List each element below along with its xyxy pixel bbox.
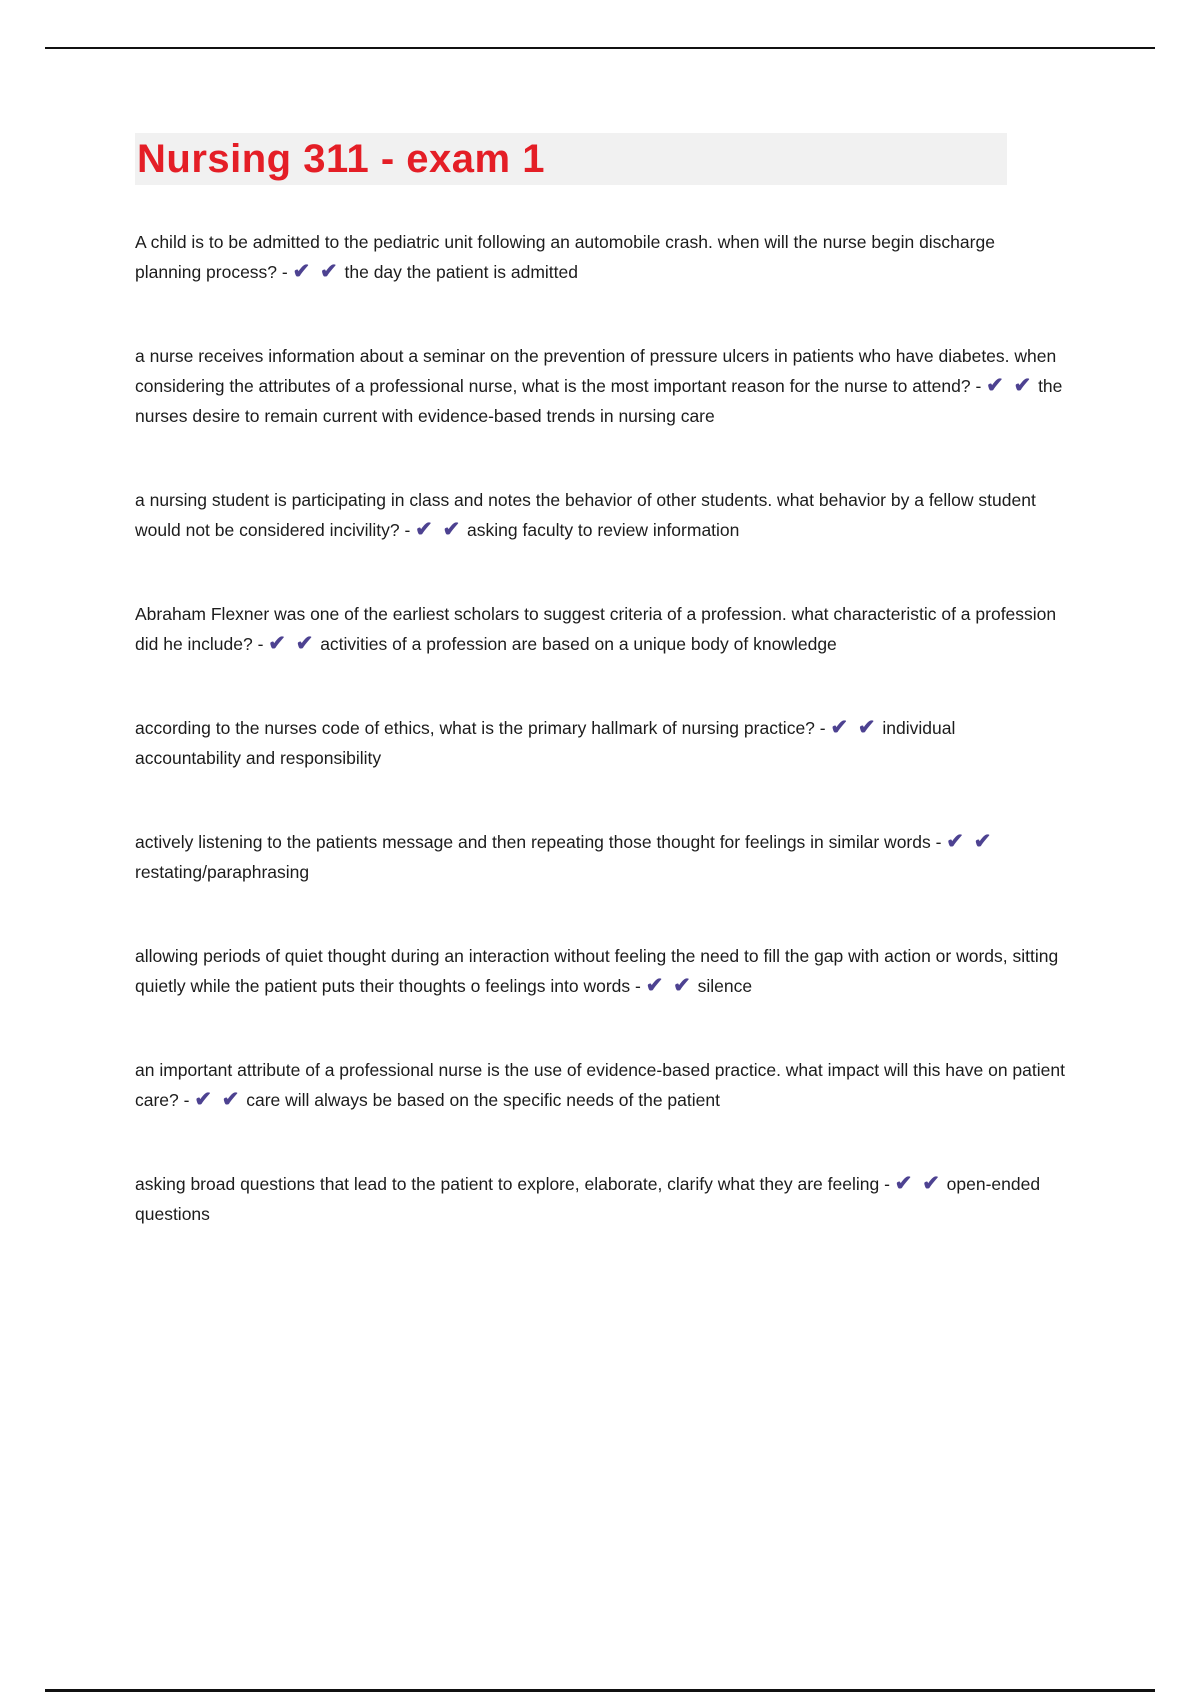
answer-text: asking faculty to review information xyxy=(462,520,740,540)
qa-item xyxy=(135,713,1065,773)
qa-item xyxy=(135,941,1065,1001)
double-checkmark-icon: ✔ ✔ xyxy=(830,716,878,739)
qa-item xyxy=(135,1055,1065,1115)
answer-text: individual accountability and responsibility xyxy=(135,718,956,768)
question-text: allowing periods of quiet thought during an interaction without feeling the need to fill the gap with action or words, sitting quietly while the patient puts their thoughts o feelings into words - xyxy=(135,946,1059,996)
double-checkmark-icon: ✔ ✔ xyxy=(946,830,994,853)
question-text: A child is to be admitted to the pediatric unit following an automobile crash. when will the nurse begin discharge planning process? - xyxy=(135,232,995,282)
qa-item xyxy=(135,227,1065,287)
question-text: a nursing student is participating in class and notes the behavior of other students. what behavior by a fellow student would not be considered incivility? - xyxy=(135,490,1036,540)
double-checkmark-icon: ✔ ✔ xyxy=(292,260,340,283)
qa-list xyxy=(135,227,1065,1229)
question-text: a nurse receives information about a seminar on the prevention of pressure ulcers in patients who have diabetes. when considering the attributes of a professional nurse, what is the most important reason for the nurse to attend? - xyxy=(135,346,1057,396)
question-text: according to the nurses code of ethics, what is the primary hallmark of nursing practice? - xyxy=(135,718,831,738)
double-checkmark-icon: ✔ ✔ xyxy=(986,374,1034,397)
double-checkmark-icon: ✔ ✔ xyxy=(894,1172,942,1195)
answer-text: care will always be based on the specific needs of the patient xyxy=(241,1090,720,1110)
question-text: an important attribute of a professional nurse is the use of evidence-based practice. what impact will this have on patient care? - xyxy=(135,1060,1065,1110)
question-text: Abraham Flexner was one of the earliest scholars to suggest criteria of a profession. what characteristic of a profession did he include? - xyxy=(135,604,1057,654)
qa-item xyxy=(135,341,1065,431)
bottom-rule xyxy=(45,1689,1155,1692)
double-checkmark-icon: ✔ ✔ xyxy=(645,974,693,997)
document-content xyxy=(135,49,1065,1283)
answer-text: open-ended questions xyxy=(135,1174,1041,1224)
answer-text: activities of a profession are based on a unique body of knowledge xyxy=(315,634,837,654)
answer-text: the day the patient is admitted xyxy=(339,262,578,282)
double-checkmark-icon: ✔ ✔ xyxy=(415,518,463,541)
qa-item xyxy=(135,485,1065,545)
question-text: asking broad questions that lead to the patient to explore, elaborate, clarify what they are feeling - xyxy=(135,1174,895,1194)
double-checkmark-icon: ✔ ✔ xyxy=(268,632,316,655)
qa-item xyxy=(135,1169,1065,1229)
answer-text: restating/paraphrasing xyxy=(135,862,310,882)
double-checkmark-icon: ✔ ✔ xyxy=(194,1088,242,1111)
answer-text: the nurses desire to remain current with evidence-based trends in nursing care xyxy=(135,376,1063,426)
question-text: actively listening to the patients message and then repeating those thought for feelings in similar words - xyxy=(135,832,947,852)
qa-item xyxy=(135,599,1065,659)
qa-item xyxy=(135,827,1065,887)
answer-text: silence xyxy=(692,976,753,996)
page-title: Nursing 311 - exam 1 xyxy=(135,133,1007,185)
